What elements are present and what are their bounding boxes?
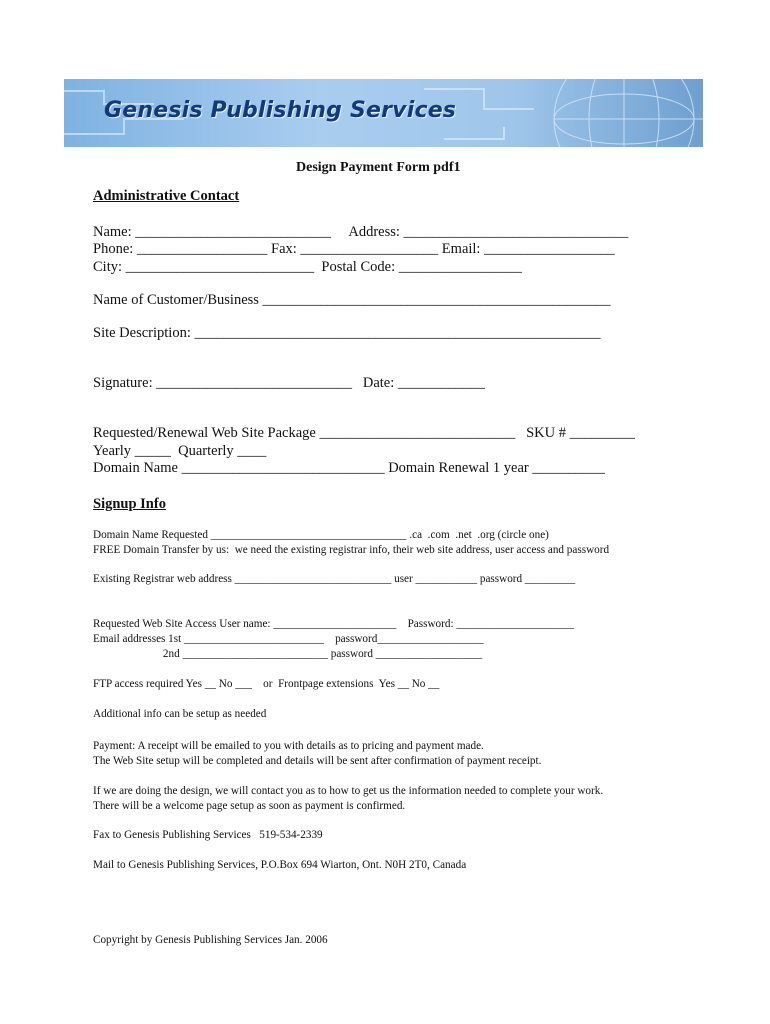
fax-info: Fax to Genesis Publishing Services 519-534-2339 bbox=[93, 829, 323, 841]
existing-registrar-line[interactable]: Existing Registrar web address ____________________________ user ___________ password _________ bbox=[93, 573, 576, 585]
contact-line-phone-fax-email[interactable]: Phone: __________________ Fax: ___________________ Email: __________________ bbox=[93, 241, 615, 257]
email-1st-line[interactable]: Email addresses 1st _________________________ password___________________ bbox=[93, 633, 484, 645]
domain-renewal-line[interactable]: Domain Name ____________________________ Domain Renewal 1 year __________ bbox=[93, 460, 605, 476]
payment-note-1: Payment: A receipt will be emailed to you with details as to pricing and payment made. bbox=[93, 740, 484, 752]
payment-note-2: The Web Site setup will be completed and details will be sent after confirmation of payment receipt. bbox=[93, 755, 542, 767]
banner-title: Genesis Publishing Services bbox=[104, 98, 457, 123]
access-username-line[interactable]: Requested Web Site Access User name: ______________________ Password: _____________________ bbox=[93, 618, 574, 630]
billing-period-line[interactable]: Yearly _____ Quarterly ____ bbox=[93, 443, 267, 459]
additional-info-note: Additional info can be setup as needed bbox=[93, 708, 267, 720]
ftp-access-line[interactable]: FTP access required Yes __ No ___ or Frontpage extensions Yes __ No __ bbox=[93, 678, 440, 690]
email-2nd-line[interactable]: 2nd __________________________ password ___________________ bbox=[93, 648, 483, 660]
header-banner bbox=[64, 79, 703, 147]
customer-business-line[interactable]: Name of Customer/Business ________________________________________________ bbox=[93, 292, 611, 308]
signature-date-line[interactable]: Signature: ___________________________ Date: ____________ bbox=[93, 375, 485, 391]
mail-info: Mail to Genesis Publishing Services, P.O.Box 694 Wiarton, Ont. N0H 2T0, Canada bbox=[93, 859, 467, 871]
contact-line-name-address[interactable]: Name: ___________________________ Address: _______________________________ bbox=[93, 224, 629, 240]
design-note-1: If we are doing the design, we will contact you as to how to get us the information needed to complete your work. bbox=[93, 785, 604, 797]
site-description-line[interactable]: Site Description: ________________________________________________________ bbox=[93, 325, 601, 341]
signup-info-heading: Signup Info bbox=[93, 496, 166, 512]
domain-requested-line[interactable]: Domain Name Requested ___________________________________ .ca .com .net .org (circle one) bbox=[93, 529, 549, 541]
contact-line-city-postal[interactable]: City: __________________________ Postal Code: _________________ bbox=[93, 259, 522, 275]
admin-contact-heading: Administrative Contact bbox=[93, 188, 240, 204]
form-title: Design Payment Form pdf1 bbox=[296, 160, 461, 175]
design-note-2: There will be a welcome page setup as soon as payment is confirmed. bbox=[93, 800, 406, 812]
package-sku-line[interactable]: Requested/Renewal Web Site Package ___________________________ SKU # _________ bbox=[93, 425, 635, 441]
domain-transfer-note: FREE Domain Transfer by us: we need the existing registrar info, their web site address, user access and password bbox=[93, 544, 610, 556]
copyright: Copyright by Genesis Publishing Services Jan. 2006 bbox=[93, 934, 328, 946]
